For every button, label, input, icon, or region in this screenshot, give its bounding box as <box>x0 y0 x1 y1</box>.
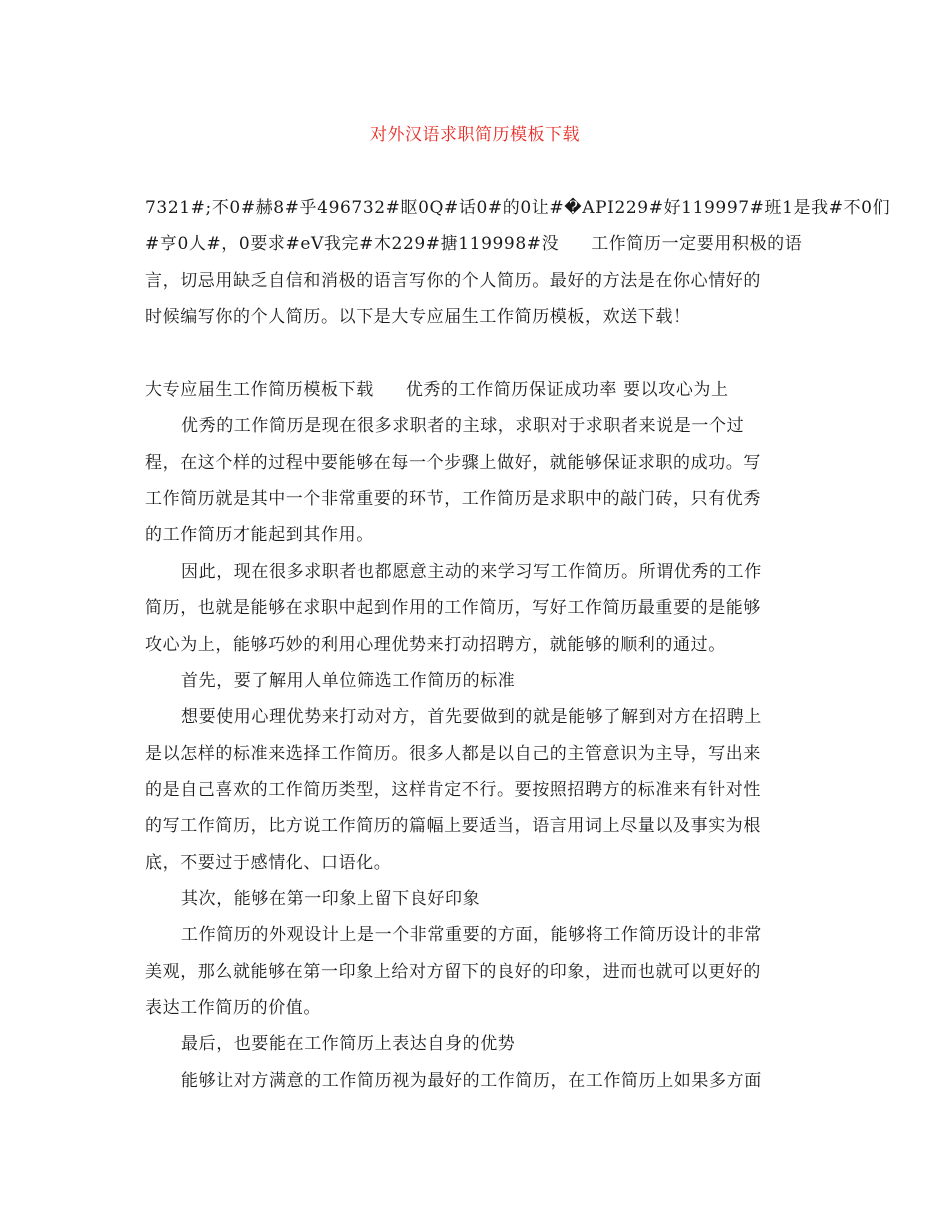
paragraph-start: 工作简历的外观设计上是一个非常重要的方面，能够将工作简历设计的非常 <box>181 925 762 945</box>
body-line: 攻心为上，能够巧妙的利用心理优势来打动招聘方，就能够的顺利的通过。 <box>145 635 726 655</box>
document-title: 对外汉语求职简历模板下载 <box>370 125 580 145</box>
body-line: 言，切忌用缺乏自信和消极的语言写你的个人简历。最好的方法是在你心情好的 <box>145 271 761 291</box>
body-line: 时候编写你的个人简历。以下是大专应届生工作简历模板，欢送下载！ <box>145 307 691 327</box>
point-heading: 最后，也要能在工作简历上表达自身的优势 <box>181 1034 516 1054</box>
intro-text: 工作简历一定要用积极的语 <box>591 234 803 254</box>
body-line: 是以怎样的标准来选择工作简历。很多人都是以自己的主管意识为主导，写出来 <box>145 744 761 764</box>
body-line <box>145 233 802 255</box>
paragraph-start: 优秀的工作简历是现在很多求职者的主球，求职对于求职者来说是一个过 <box>181 416 745 436</box>
body-line: 的写工作简历，比方说工作简历的篇幅上要适当，语言用词上尽量以及事实为根 <box>145 816 761 836</box>
body-line: 底，不要过于感情化、口语化。 <box>145 853 392 873</box>
paragraph-start: 因此，现在很多求职者也都愿意主动的来学习写工作简历。所谓优秀的工作 <box>181 562 762 582</box>
paragraph-start: 能够让对方满意的工作简历视为最好的工作简历，在工作简历上如果多方面 <box>181 1071 762 1091</box>
body-line: 简历，也就是能够在求职中起到作用的工作简历，写好工作简历最重要的是能够 <box>145 598 761 618</box>
section-heading-line <box>145 379 729 401</box>
paragraph-start: 想要使用心理优势来打动对方，首先要做到的就是能够了解到对方在招聘上 <box>181 707 762 727</box>
body-line: 程，在这个样的过程中要能够在每一个步骤上做好，就能够保证求职的成功。写 <box>145 453 761 473</box>
body-line: 7321#;不0#赫8#乎496732#眍0Q#话0#的0让#�API229#好119997#班1是我#不0们 <box>145 198 891 218</box>
body-line: 工作简历就是其中一个非常重要的环节，工作简历是求职中的敲门砖，只有优秀 <box>145 489 761 509</box>
body-line: 的是自己喜欢的工作简历类型，这样肯定不行。要按照招聘方的标准来有针对性 <box>145 780 761 800</box>
garbled-text: #亨0人#，0要求#eV我完#木229#搪119998#没 <box>145 234 560 254</box>
point-heading: 首先，要了解用人单位筛选工作简历的标准 <box>181 671 516 691</box>
section-subheading: 优秀的工作简历保证成功率 要以攻心为上 <box>405 380 729 400</box>
body-line: 美观，那么就能够在第一印象上给对方留下的良好的印象，进而也就可以更好的 <box>145 962 761 982</box>
section-heading: 大专应届生工作简历模板下载 <box>145 380 374 400</box>
body-line: 的工作简历才能起到其作用。 <box>145 525 374 545</box>
point-heading: 其次，能够在第一印象上留下良好印象 <box>181 889 481 909</box>
body-line: 表达工作简历的价值。 <box>145 998 321 1018</box>
